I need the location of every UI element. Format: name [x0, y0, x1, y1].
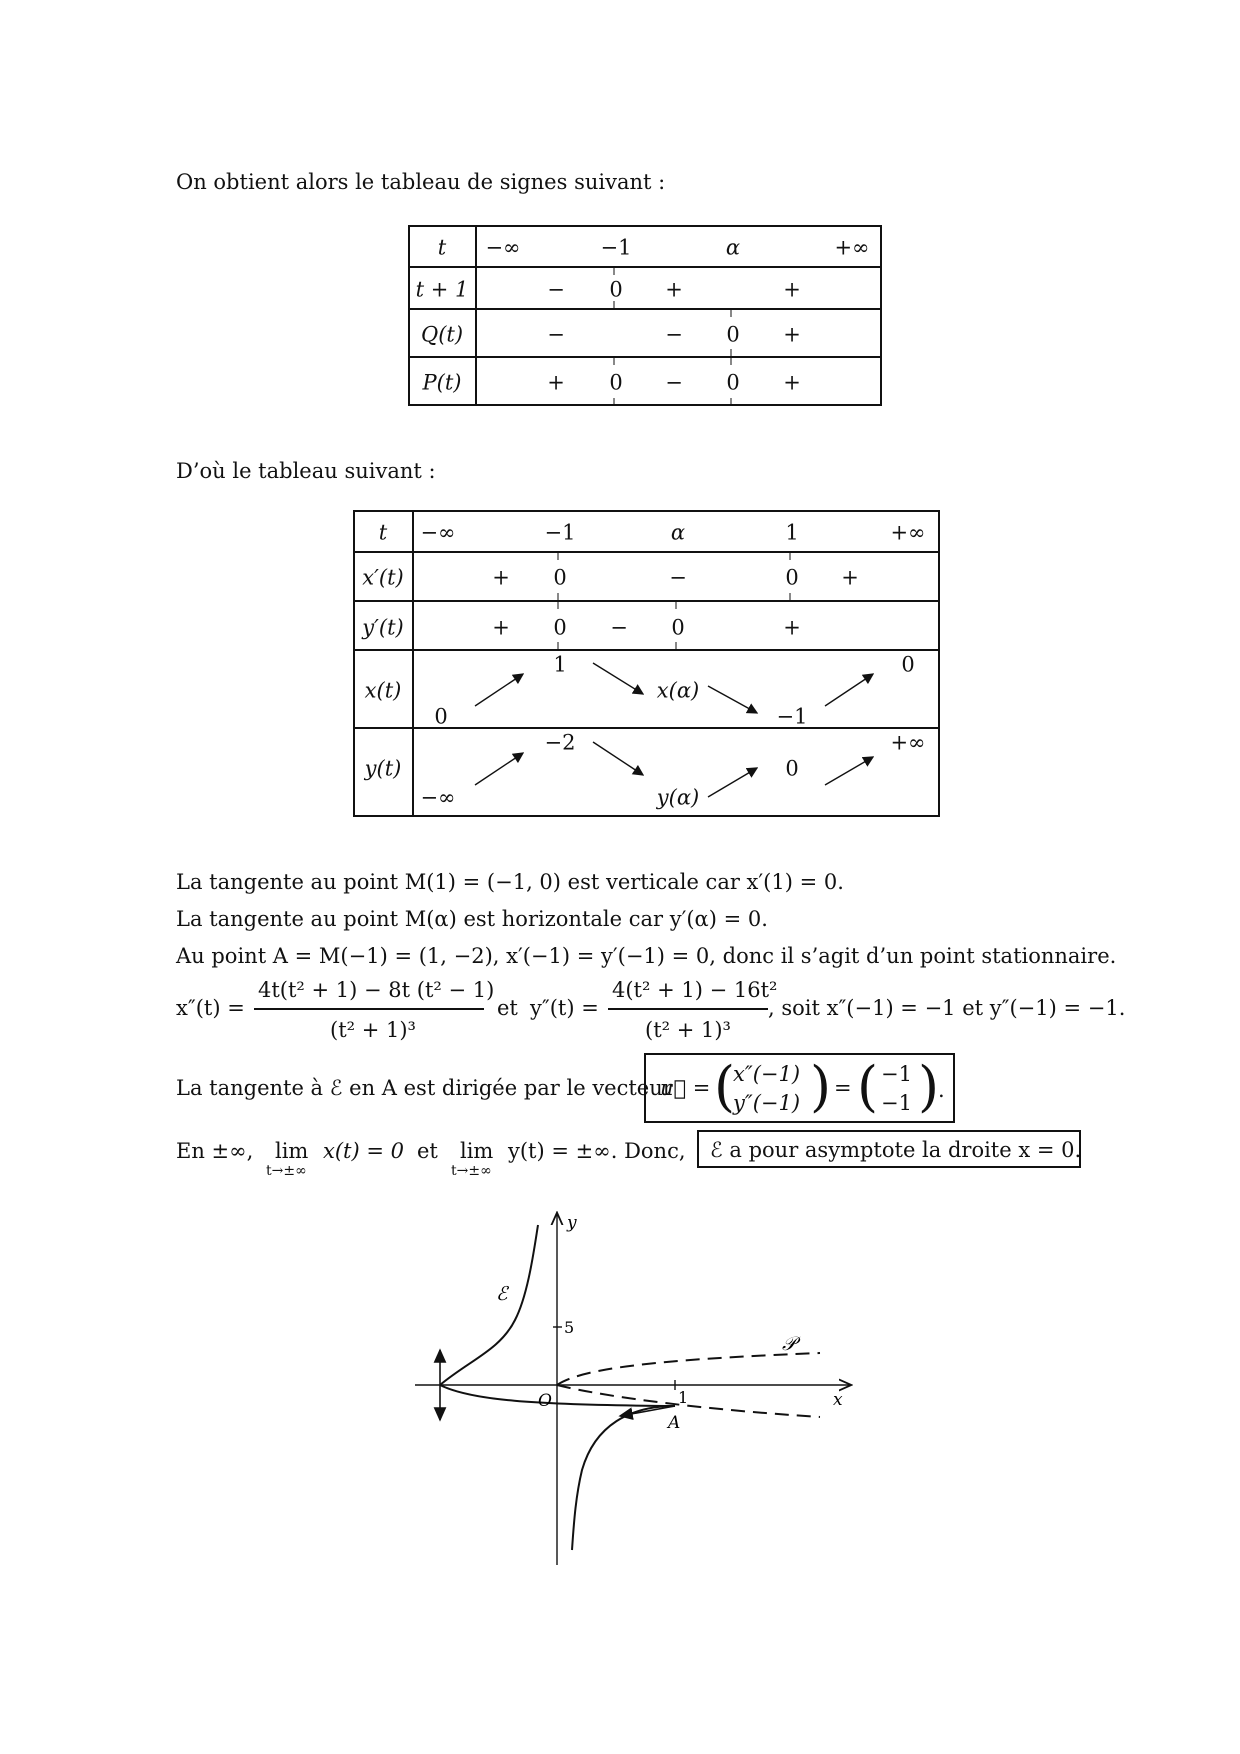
y-value: +∞	[890, 730, 926, 755]
sign-cell: −	[665, 370, 683, 395]
sign-header-t: t	[437, 235, 447, 260]
sign-table-grid	[408, 225, 882, 406]
et-word-2: et	[417, 1139, 438, 1163]
curve-p-lower	[557, 1385, 820, 1417]
vector-u: u⃗ =	[660, 1076, 711, 1100]
yp-cell: +	[492, 615, 510, 640]
xp-cell: 0	[553, 565, 567, 590]
xp-cell: +	[492, 565, 510, 590]
yp-cell: 0	[671, 615, 685, 640]
xpp-lhs: x″(t) =	[176, 996, 245, 1020]
sign-cell: 0	[609, 370, 623, 395]
xp-label: x′(t)	[362, 565, 404, 590]
y-value: 0	[785, 756, 799, 781]
label-e: ℰ	[496, 1283, 508, 1305]
lim-x: x(t) = 0	[323, 1139, 404, 1163]
asymptote-text: ℰ a pour asymptote la droite x = 0.	[710, 1138, 1082, 1162]
lim-2: lim	[460, 1139, 494, 1163]
x-value: x(α)	[656, 678, 700, 703]
sign-row-label: t + 1	[415, 277, 469, 302]
sign-cell: +	[547, 370, 565, 395]
vector-equals: =	[834, 1076, 852, 1100]
vector-open-paren: (	[714, 1055, 736, 1118]
label-x: x	[833, 1390, 843, 1410]
x-value: 0	[901, 652, 915, 677]
xp-cell: +	[841, 565, 859, 590]
x-label: x(t)	[364, 678, 402, 703]
line-vertical-tangent: La tangente au point M(1) = (−1, 0) est verticale car x′(1) = 0.	[176, 870, 844, 894]
y-value: −∞	[420, 785, 456, 810]
label-a: A	[668, 1413, 681, 1433]
y-value: y(α)	[656, 785, 700, 810]
ypp-num: 4(t² + 1) − 16t²	[612, 978, 778, 1002]
vector-dot: .	[938, 1078, 945, 1102]
sign-cell: +	[783, 277, 801, 302]
yp-cell: +	[783, 615, 801, 640]
var-header-pinf: +∞	[890, 520, 926, 545]
variation-table-grid	[353, 510, 940, 817]
label-one: 1	[678, 1388, 689, 1407]
ypp-lhs: y″(t) =	[530, 996, 599, 1020]
label-p: 𝒫	[782, 1333, 796, 1355]
en-inf: En ±∞,	[176, 1139, 254, 1163]
sign-cell: 0	[726, 370, 740, 395]
et-word: et	[497, 996, 518, 1020]
tangent-text: La tangente à ℰ en A est dirigée par le vecteur	[176, 1076, 673, 1100]
xp-cell: −	[669, 565, 687, 590]
sign-header-m1: −1	[600, 235, 632, 260]
sign-header-alpha: α	[725, 235, 741, 260]
sign-cell: −	[547, 322, 565, 347]
sign-header-minf: −∞	[485, 235, 521, 260]
ypp-fraction-bar	[608, 1008, 768, 1010]
intro-text: On obtient alors le tableau de signes suivant :	[176, 170, 666, 194]
vector-value-bottom: −1	[881, 1091, 912, 1115]
xpp-fraction-bar	[254, 1008, 484, 1010]
sign-cell: −	[665, 322, 683, 347]
label-o: O	[538, 1391, 552, 1411]
y-value: −2	[544, 730, 576, 755]
xpp-num: 4t(t² + 1) − 8t (t² − 1)	[258, 978, 495, 1002]
lim-1: lim	[275, 1139, 309, 1163]
soit-text: , soit x″(−1) = −1 et y″(−1) = −1.	[768, 996, 1126, 1020]
sign-table	[408, 225, 882, 406]
sign-cell: 0	[726, 322, 740, 347]
sign-header-pinf: +∞	[834, 235, 870, 260]
y-label: y(t)	[364, 756, 402, 781]
lim-sub-2: t→±∞	[451, 1163, 492, 1179]
sign-cell: +	[783, 370, 801, 395]
line-stationary-point: Au point A = M(−1) = (1, −2), x′(−1) = y′(−1) = 0, donc il s’agit d’un point stationnaire.	[176, 944, 1117, 968]
curve-graph	[410, 1210, 850, 1570]
vector-close-paren: )	[810, 1055, 832, 1118]
curve-p-upper	[557, 1353, 820, 1385]
yp-cell: −	[610, 615, 628, 640]
curve-e-bottom	[572, 1406, 675, 1550]
sign-cell: +	[783, 322, 801, 347]
line-horizontal-tangent: La tangente au point M(α) est horizontale car y′(α) = 0.	[176, 907, 768, 931]
vector-open-paren-2: (	[857, 1055, 879, 1118]
var-header-t: t	[378, 520, 388, 545]
lim-y: y(t) = ±∞. Donc,	[508, 1139, 686, 1163]
vector-value-top: −1	[881, 1062, 912, 1086]
curve-e-upper	[440, 1225, 538, 1385]
var-header-alpha: α	[670, 520, 686, 545]
yp-cell: 0	[553, 615, 567, 640]
x-value: −1	[776, 704, 808, 729]
sign-cell: 0	[609, 277, 623, 302]
x-value: 1	[553, 652, 567, 677]
label-y: y	[567, 1213, 577, 1233]
ypp-den: (t² + 1)³	[645, 1018, 731, 1042]
var-header-minf: −∞	[420, 520, 456, 545]
x-value: 0	[434, 704, 448, 729]
var-header-1: 1	[785, 520, 799, 545]
vector-top: x″(−1)	[733, 1062, 801, 1086]
xp-cell: 0	[785, 565, 799, 590]
label-five: 5	[564, 1318, 575, 1337]
sign-cell: −	[547, 277, 565, 302]
sign-cell: +	[665, 277, 683, 302]
second-intro: D’où le tableau suivant :	[176, 459, 436, 483]
yp-label: y′(t)	[362, 615, 404, 640]
sign-row-label: P(t)	[422, 370, 462, 395]
vector-close-paren-2: )	[918, 1055, 940, 1118]
xpp-den: (t² + 1)³	[330, 1018, 416, 1042]
sign-row-label: Q(t)	[420, 322, 464, 347]
vector-bottom: y″(−1)	[733, 1091, 801, 1115]
variation-table	[353, 510, 940, 817]
lim-sub-1: t→±∞	[266, 1163, 307, 1179]
var-header-m1: −1	[544, 520, 576, 545]
